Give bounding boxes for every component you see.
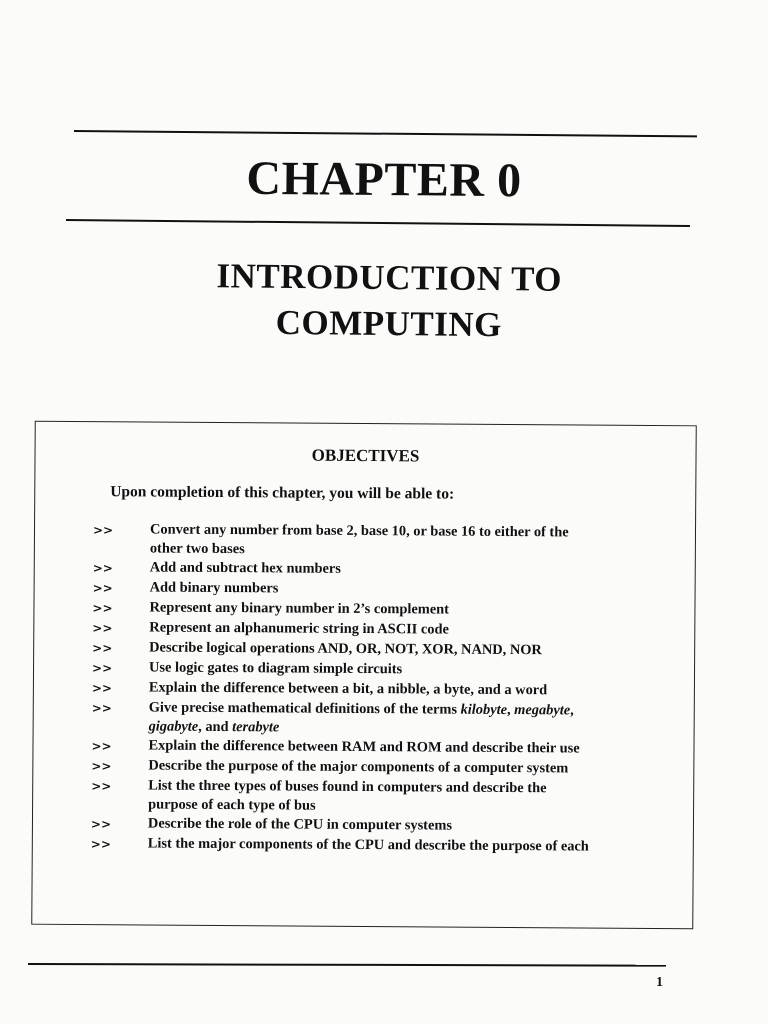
bullet-marker: >> (92, 601, 113, 616)
bullet-marker: >> (92, 561, 113, 576)
bullet-marker: >> (92, 641, 113, 656)
bullet-marker: >> (92, 581, 113, 596)
objective-text: Describe the role of the CPU in computer systems (147, 815, 453, 834)
objective-text-cont: purpose of each type of bus (148, 796, 316, 814)
bullet-marker: >> (91, 759, 112, 774)
objective-item: >> Give precise mathematical definitions of the terms kilobyte, megabyte, gigabyte, and terabyte (91, 699, 574, 736)
term-gigabyte: gigabyte (148, 718, 199, 735)
bullet-marker: >> (91, 661, 113, 676)
objectives-heading: OBJECTIVES (311, 445, 420, 466)
objective-text: List the major components of the CPU and describe the purpose of each (147, 835, 589, 855)
chapter-subtitle (0, 251, 768, 351)
objective-text: Convert any number from base 2, base 10, or base 16 to either of the (149, 521, 569, 541)
term-kilobyte: kilobyte (460, 701, 508, 718)
bullet-marker: >> (91, 701, 112, 716)
bullet-marker: >> (92, 621, 113, 636)
bullet-marker: >> (91, 779, 112, 794)
objective-text: Describe logical operations AND, OR, NOT, XOR, NAND, NOR (149, 639, 542, 659)
objective-text: Add and subtract hex numbers (149, 559, 341, 577)
bullet-marker: >> (91, 681, 113, 696)
objective-item (91, 776, 691, 818)
objective-text: Use logic gates to diagram simple circuits (148, 659, 403, 678)
subtitle-line-1: INTRODUCTION TO (216, 256, 563, 299)
objective-text: Give precise mathematical definitions of the terms (148, 699, 461, 718)
objectives-intro: Upon completion of this chapter, you will be able to: (110, 483, 455, 503)
top-rule (74, 130, 697, 137)
objective-text-cont: other two bases (149, 540, 245, 558)
objectives-box (31, 421, 697, 930)
title-rule (66, 219, 690, 227)
objectives-list (91, 520, 693, 858)
page-number: 1 (656, 975, 663, 990)
objective-item (91, 834, 691, 858)
term-terabyte: terabyte (232, 719, 280, 736)
subtitle-line-2: COMPUTING (275, 302, 503, 345)
objective-text: Explain the difference between RAM and ROM and describe their use (148, 737, 580, 757)
objective-text: Represent any binary number in 2’s complement (149, 599, 450, 618)
bullet-marker: >> (92, 523, 114, 538)
bullet-marker: >> (90, 837, 111, 852)
objective-text: Describe the purpose of the major components of a computer system (148, 757, 569, 777)
bullet-marker: >> (90, 817, 112, 832)
objective-text: Add binary numbers (149, 579, 279, 597)
objective-text: List the three types of buses found in computers and describe the (148, 777, 547, 797)
term-megabyte: megabyte (514, 702, 571, 719)
objective-item (93, 520, 693, 562)
footer-rule (28, 963, 666, 967)
objective-text: Explain the difference between a bit, a nibble, a byte, and a word (148, 679, 548, 699)
objective-text: Represent an alphanumeric string in ASCII code (149, 619, 449, 638)
bullet-marker: >> (91, 739, 112, 754)
chapter-title: CHAPTER 0 (246, 151, 522, 208)
